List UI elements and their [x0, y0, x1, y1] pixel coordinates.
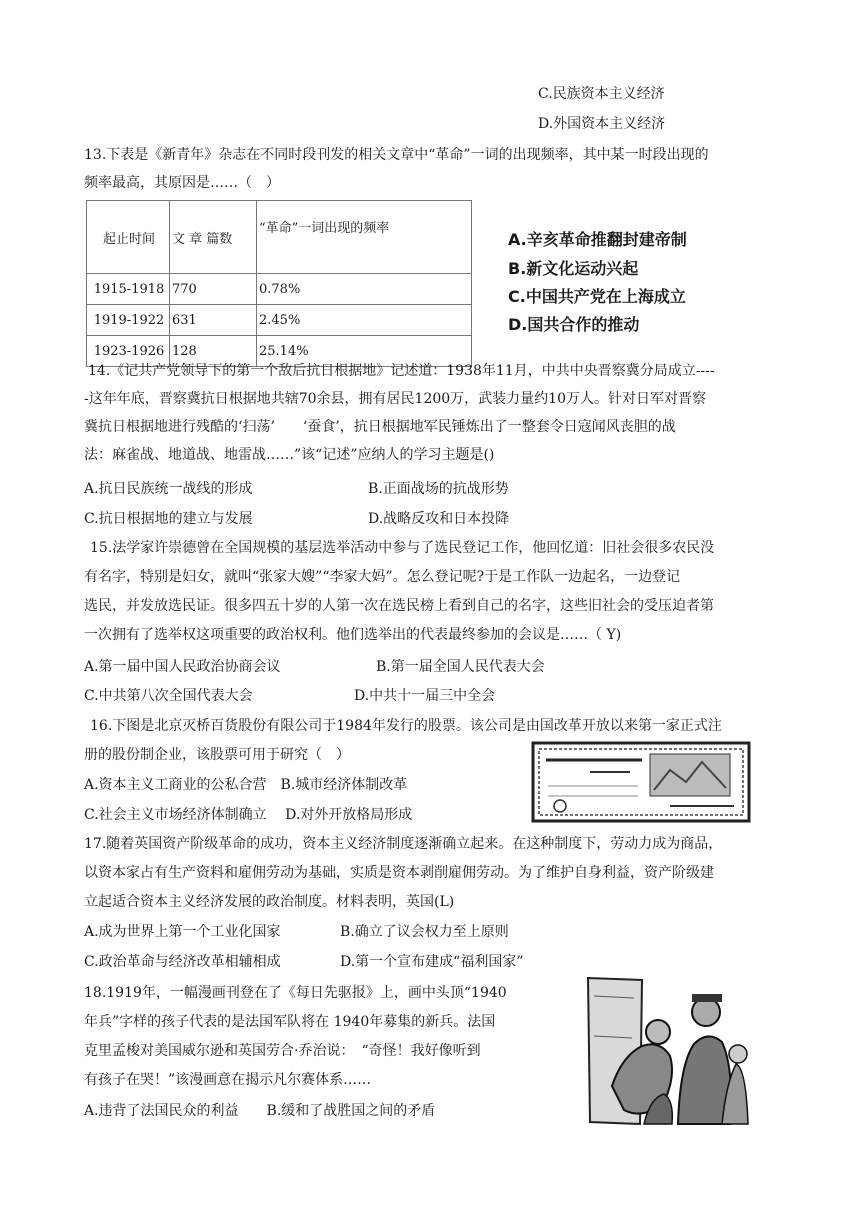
q16-line-2: 册的股份制企业，该股票可用于研究（ ）	[84, 747, 350, 763]
q18-line-2: 年兵”字样的孩子代表的是法国军队将在 1940年募集的新兵。法国	[84, 1014, 496, 1030]
q14-line-4: 法：麻雀战、地道战、地雷战……”该“记述”应纳人的学习主题是()	[84, 447, 495, 463]
table-header-cell: “革命”一词出现的频率	[257, 201, 472, 274]
q17-line-2: 以资本家占有生产资料和雇佣劳动为基础，实质是资本剥削雇佣劳动。为了维护自身利益，资产阶级建	[84, 865, 714, 881]
q15-option-c: C.中共第八次全国代表大会	[84, 688, 253, 704]
table-cell: 1923-1926	[87, 336, 170, 367]
table-cell: 1915-1918	[87, 274, 170, 305]
q14-line-3: 冀抗日根据地进行残酷的‘扫荡’ ‘蚕食’，抗日根据地军民锤炼出了一整套令日寇闻风丧胆的战	[84, 419, 676, 435]
q15-option-a: A.第一届中国人民政治协商会议	[84, 659, 281, 675]
q15-line-3: 选民，并发放选民证。很多四五十岁的人第一次在选民榜上看到自己的名字，这些旧社会的受压迫者第	[84, 598, 714, 614]
q18-line-3: 克里孟梭对美国威尔逊和英国劳合·乔治说： “奇怪！我好像听到	[84, 1043, 481, 1059]
q16-options-cd: C.社会主义市场经济体制确立 D.对外开放格局形成	[84, 807, 413, 823]
q14-option-c: C.抗日根据地的建立与发展	[84, 511, 253, 527]
q15-option-b: B.第一届全国人民代表大会	[376, 659, 545, 675]
q15-line-1: 15.法学家许崇德曾在全国规模的基层选举活动中参与了选民登记工作，他回忆道：旧社会很多农民没	[90, 540, 715, 556]
table-header-cell: 文 章 篇数	[170, 201, 257, 274]
q15-line-2: 有名字，特别是妇女，就叫“张家大嫂”“李家大妈”。怎么登记呢?于是工作队一边起名，一边登记	[84, 569, 681, 585]
q14-line-2: -这年年底，晋察冀抗日根据地共辖70余县，拥有居民1200万，武装力量约10万人。针对日军对晋察	[84, 391, 706, 407]
q15-option-d: D.中共十一届三中全会	[354, 688, 496, 704]
q13-stem-line-2: 频率最高，其原因是……（ ）	[84, 175, 280, 191]
q12-option-c: C.民族资本主义经济	[538, 86, 665, 102]
q17-option-b: B.确立了议会权力至上原则	[340, 924, 509, 940]
table-header-cell: 起止时间	[87, 201, 170, 274]
q14-option-d: D.战略反攻和日本投降	[368, 511, 510, 527]
table-row	[87, 274, 472, 305]
q17-line-3: 立起适合资本主义经济发展的政治制度。材料表明，英国(L)	[84, 894, 455, 910]
cartoon-image	[582, 976, 752, 1126]
q14-option-b: B.正面战场的抗战形势	[368, 481, 509, 497]
table-row	[87, 305, 472, 336]
frequency-table	[86, 200, 472, 367]
table-cell: 0.78%	[257, 274, 472, 305]
q13-stem-line-1: 13.下表是《新青年》杂志在不同时段刊发的相关文章中“革命”一词的出现频率，其中某一时段出现的	[84, 147, 709, 163]
table-cell: 2.45%	[257, 305, 472, 336]
q17-line-1: 17.随着英国资产阶级革命的成功，资本主义经济制度逐渐确立起来。在这种制度下，劳动力成为商品，	[84, 836, 723, 852]
table-cell: 631	[170, 305, 257, 336]
q16-line-1: 16.下图是北京灭桥百货股份有限公司于1984年发行的股票。该公司是由国改革开放以来第一家正式注	[90, 718, 722, 734]
table-cell: 25.14%	[257, 336, 472, 367]
stock-certificate-image	[530, 740, 752, 824]
table-cell: 1919-1922	[87, 305, 170, 336]
table-cell: 770	[170, 274, 257, 305]
table-cell: 128	[170, 336, 257, 367]
q13-option-b: B.新文化运动兴起	[508, 259, 639, 278]
q17-option-a: A.成为世界上第一个工业化国家	[84, 924, 281, 940]
q14-line-1: 14.《记共产党领导下的第一个敌后抗日根据地》记述道：1938年11月，中共中央晋察冀分局成立----	[88, 363, 715, 379]
q16-options-ab: A.资本主义工商业的公私合营 B.城市经济体制改革	[84, 777, 408, 793]
q13-option-c: C.中国共产党在上海成立	[508, 287, 686, 306]
q13-option-d: D.国共合作的推动	[508, 315, 640, 334]
q18-line-1: 18.1919年，一幅漫画刊登在了《每日先驱报》上，画中头顶“1940	[84, 985, 507, 1001]
q17-option-c: C.政治革命与经济改革相辅相成	[84, 954, 281, 970]
q18-options-ab: A.违背了法国民众的利益 B.缓和了战胜国之间的矛盾	[84, 1103, 436, 1119]
q13-option-a: A.辛亥革命推翻封建帝制	[508, 230, 687, 249]
q17-option-d: D.第一个宣布建成“福利国家”	[340, 954, 524, 970]
q14-option-a: A.抗日民族统一战线的形成	[84, 481, 253, 497]
q15-line-4: 一次拥有了选举权这项重要的政治权利。他们选举出的代表最终参加的会议是……（ Y)	[84, 627, 622, 643]
table-header-row	[87, 201, 472, 274]
q18-line-4: 有孩子在哭！”该漫画意在揭示凡尔赛体系……	[84, 1072, 372, 1088]
q12-option-d: D.外国资本主义经济	[538, 116, 666, 132]
